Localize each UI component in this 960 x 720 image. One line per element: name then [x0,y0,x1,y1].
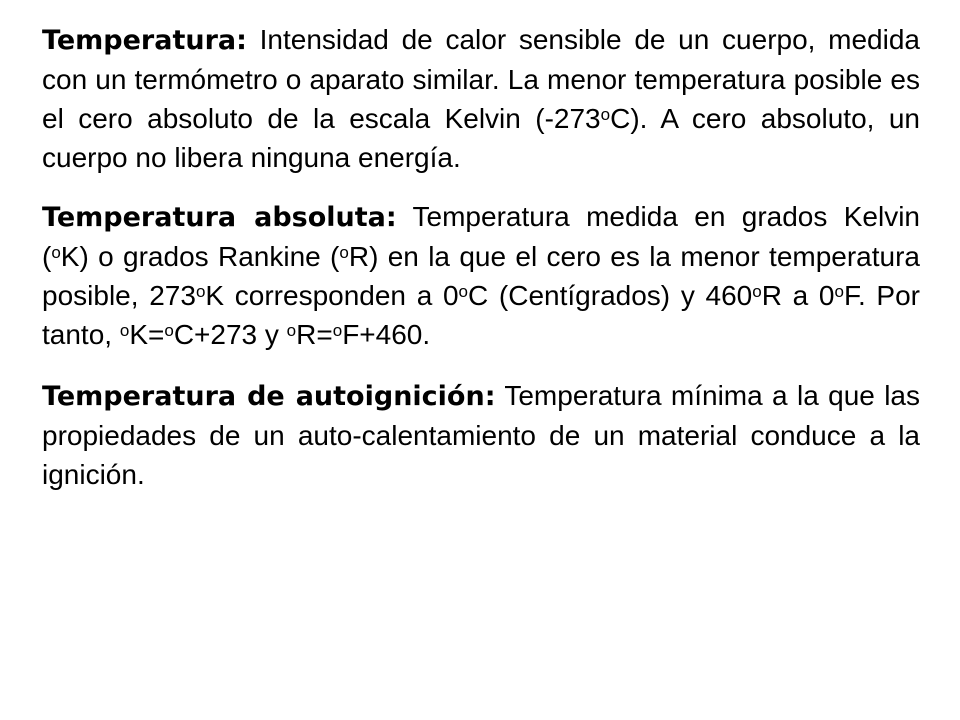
definition-text: C+273 y [173,319,287,350]
degree-symbol: o [600,105,611,124]
definition-text: K= [129,319,165,350]
definition-text: F. Por tanto, [42,280,920,350]
definition-text: K corresponden a 0 [205,280,459,311]
degree-symbol: o [195,282,206,301]
definition-text: Temperatura mínima a la que las propiedades de un auto-calentamiento de un material conduce a la ignición. [42,380,920,490]
definition-text: Intensidad de calor sensible de un cuerpo, medida con un termómetro o aparato similar. La menor temperatura posible es el cero absoluto de la escala Kelvin (-273 [42,24,920,134]
term-temperatura-absoluta: Temperatura absoluta: [42,202,397,233]
term-temperatura-autoignicion: Temperatura de autoignición: [42,381,496,412]
degree-symbol: o [332,321,343,340]
degree-symbol: o [51,243,61,262]
definition-text: R a 0 [761,280,835,311]
definition-temperatura [42,20,920,177]
degree-symbol: o [458,282,469,301]
degree-symbol: o [286,321,297,340]
degree-symbol: o [339,243,349,262]
definition-text: C). A cero absoluto, un cuerpo no libera ninguna energía. [42,103,920,173]
definition-text: K) o grados Rankine ( [60,241,340,272]
definition-temperatura-absoluta [42,197,920,354]
degree-symbol: o [119,321,130,340]
degree-symbol: o [164,321,174,340]
definition-text: C (Centígrados) y 460 [468,280,753,311]
definition-text: R) en la que el cero es la menor temperatura posible, 273 [42,241,921,311]
slide-content [42,20,920,494]
term-temperatura: Temperatura: [42,25,247,56]
degree-symbol: o [752,282,762,301]
definition-text: Temperatura medida en grados Kelvin ( [42,201,920,272]
definition-text: R= [296,319,333,350]
definition-text: F+460. [342,319,431,350]
definition-temperatura-autoignicion [42,376,920,494]
degree-symbol: o [834,282,844,301]
